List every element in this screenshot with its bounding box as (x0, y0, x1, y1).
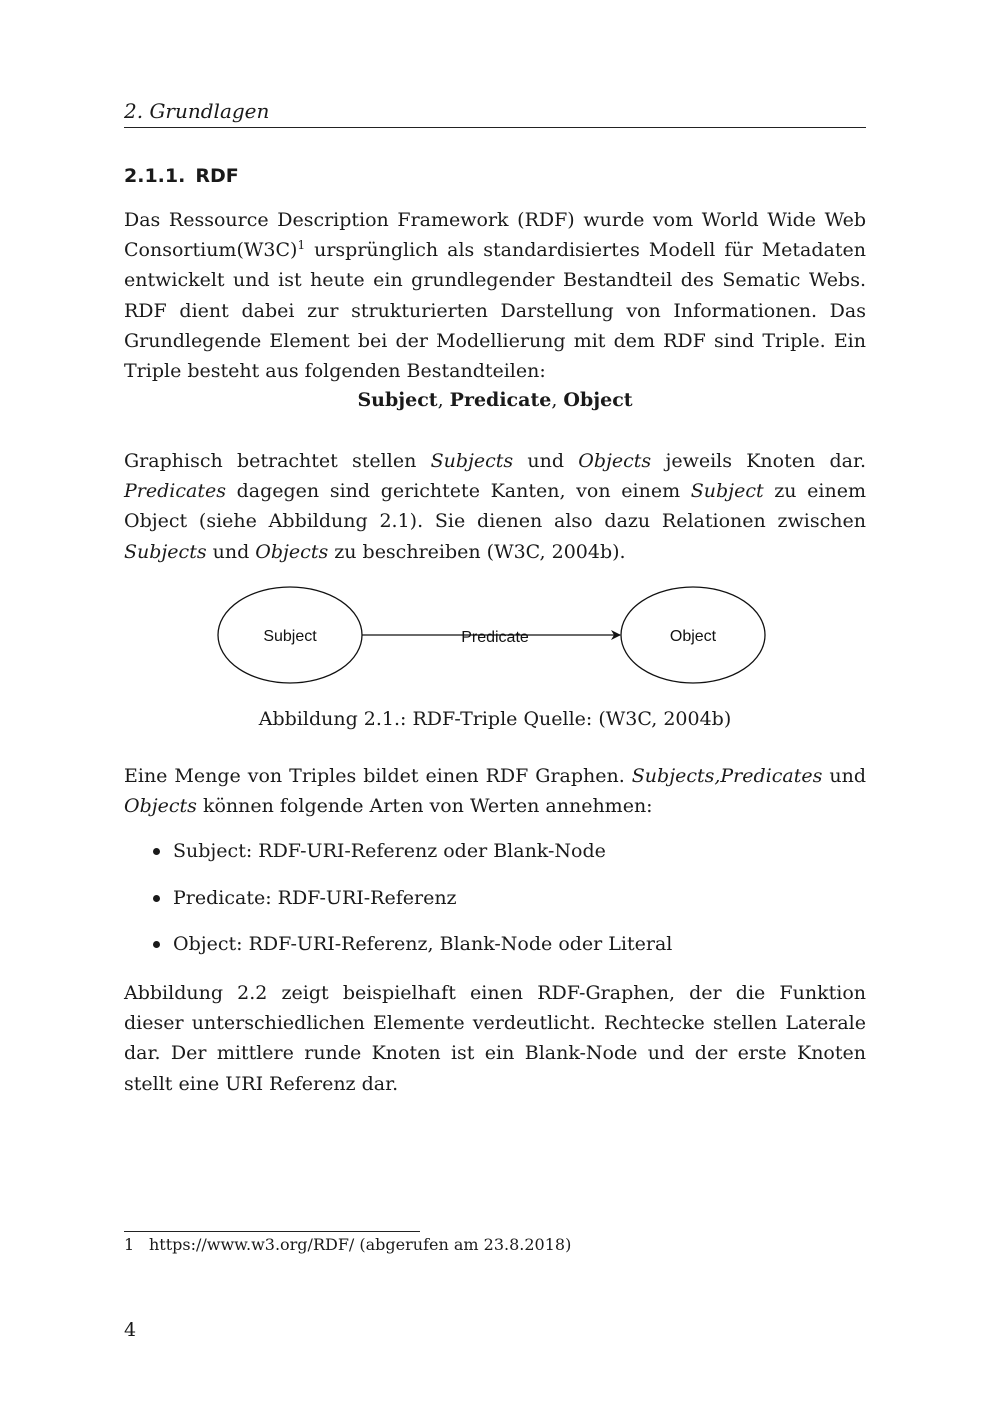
page-number: 4 (124, 1319, 137, 1341)
subject-node-label: Subject (263, 628, 317, 645)
value-types-list (124, 836, 866, 976)
list-item (124, 929, 866, 976)
figure-caption: Abbildung 2.1.: RDF-Triple Quelle: (W3C, 2004b) (258, 708, 732, 730)
footnote-rule (124, 1231, 420, 1232)
text: und (513, 450, 579, 472)
text: und (206, 540, 256, 563)
triple-predicate: Predicate (449, 389, 552, 411)
emphasis: Subjects (124, 540, 207, 563)
rdf-triple-figure (0, 580, 1000, 695)
footnote-reference[interactable]: 1 (297, 238, 306, 253)
rdf-triple-diagram (0, 580, 1000, 695)
paragraph-text: ursprünglich als standardisiertes Modell für Metadaten entwickelt und ist heute ein grundlegender Bestandteil des Sematic Webs. RDF dient dabei zur strukturierten Darstellung von Informationen. Das Grundlegende Element bei der Modellierung mit dem RDF sind Triple. Ein Triple besteht aus folgenden Bestandteilen: (124, 239, 866, 383)
text: zu einem Object (siehe Abbildung 2.1). Sie dienen also dazu Relationen zwischen (124, 480, 866, 533)
triple-object: Object (563, 389, 633, 411)
text: zu beschreiben (W3C, 2004b). (328, 540, 626, 563)
list-item-text: Predicate: RDF-URI-Referenz (173, 886, 457, 909)
text: und (822, 765, 866, 787)
list-item-text: Object: RDF-URI-Referenz, Blank-Node oder Literal (173, 933, 673, 955)
separator: , (551, 389, 564, 411)
emphasis: Objects (255, 540, 329, 563)
paragraph-value-types (124, 761, 866, 821)
section-number: 2.1.1. (124, 165, 186, 187)
predicate-edge-label: Predicate (461, 629, 529, 646)
emphasis: Subjects (430, 450, 514, 472)
text: können folgende Arten von Werten annehmen: (196, 795, 653, 818)
text: jeweils Knoten dar. (651, 450, 866, 472)
triple-definition (124, 385, 866, 415)
triple-subject: Subject (357, 389, 438, 411)
list-item (124, 836, 866, 883)
separator: , (437, 389, 450, 411)
text: Eine Menge von Triples bildet einen RDF Graphen. (124, 765, 632, 787)
footnote-link[interactable]: https://www.w3.org/RDF/ (abgerufen am 23.8.2018) (149, 1235, 572, 1254)
text: dagegen sind gerichtete Kanten, von einem (225, 480, 691, 503)
bullet-icon (153, 941, 160, 948)
list-item-text: Subject: RDF-URI-Referenz oder Blank-Node (173, 840, 606, 862)
paragraph-graph-description (124, 446, 866, 567)
list-item (124, 883, 866, 930)
section-title: RDF (195, 165, 239, 187)
emphasis: Predicates (124, 480, 226, 503)
emphasis: Subject (690, 480, 764, 503)
paragraph-text: Das Ressource Description Framework (RDF) wurde vom World Wide Web Consortium(W3C) (124, 209, 866, 262)
header-rule (124, 127, 866, 128)
running-head: 2. Grundlagen (124, 99, 270, 123)
text: Graphisch betrachtet stellen (124, 450, 431, 472)
bullet-icon (153, 895, 160, 902)
footnote-number: 1 (124, 1235, 135, 1254)
paragraph-graph-example: Abbildung 2.2 zeigt beispielhaft einen RDF-Graphen, der die Funktion dieser unterschiedlichen Elemente verdeutlicht. Rechtecke stellen Laterale dar. Der mittlere runde Knoten ist ein Blank-Node und der erste Knoten stellt eine URI Referenz dar. (124, 982, 866, 1095)
emphasis: Subjects,Predicates (631, 765, 823, 787)
paragraph-intro (124, 205, 866, 386)
emphasis: Objects (578, 450, 652, 472)
object-node-label: Object (669, 628, 717, 645)
emphasis: Objects (124, 795, 197, 818)
footnote (124, 1234, 571, 1256)
bullet-icon (153, 848, 160, 855)
section-heading (124, 163, 239, 189)
